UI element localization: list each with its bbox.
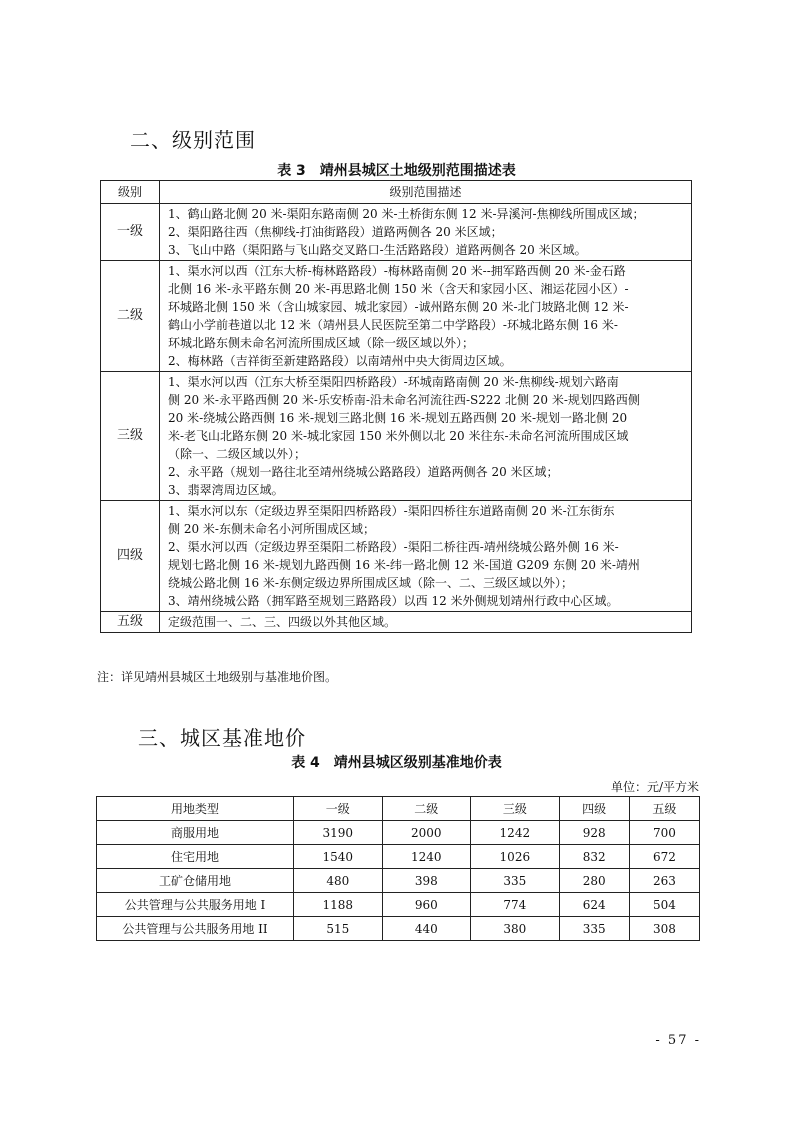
description-line: 绕城公路北侧 16 米-东侧定级边界所围成区域（除一、二、三级区域以外）； [168, 576, 573, 590]
page-number: - 57 - [655, 1033, 701, 1048]
column-header-land-use: 用地类型 [97, 797, 294, 821]
description-cell [160, 261, 692, 372]
price-cell: 832 [559, 845, 629, 869]
description-cell [160, 204, 692, 261]
level-cell: 四级 [101, 501, 160, 612]
price-cell: 2000 [382, 821, 471, 845]
description-line: 规划七路北侧 16 米-规划九路西侧 16 米-纬一路北侧 12 米-国道 G209 东侧 20 米-靖州 [168, 558, 640, 572]
price-cell: 515 [294, 917, 383, 941]
level-cell: 二级 [101, 261, 160, 372]
table-row [101, 204, 692, 261]
price-cell: 308 [629, 917, 699, 941]
price-cell: 1026 [471, 845, 560, 869]
table-row [97, 893, 700, 917]
table-row [101, 612, 692, 633]
description-line: 2、梅林路（吉祥街至新建路路段）以南靖州中央大街周边区域。 [168, 354, 512, 368]
price-cell: 480 [294, 869, 383, 893]
description-line: 2、永平路（规划一路往北至靖州绕城公路路段）道路两侧各 20 米区域； [168, 465, 559, 479]
table-row [101, 372, 692, 501]
price-cell: 335 [471, 869, 560, 893]
table-note: 注：详见靖州县城区土地级别与基准地价图。 [97, 670, 338, 684]
description-line: 1、鹤山路北侧 20 米-渠阳东路南侧 20 米-土桥街东侧 12 米-异溪河-焦柳线所围成区域； [168, 207, 645, 221]
price-cell: 1240 [382, 845, 471, 869]
description-line: 20 米-绕城公路西侧 16 米-规划三路北侧 16 米-规划五路西侧 20 米-规划一路北侧 20 [168, 411, 628, 425]
base-land-price-table [96, 796, 700, 941]
description-line: 定级范围一、二、三、四级以外其他区域。 [168, 615, 397, 629]
land-use-cell: 公共管理与公共服务用地 II [97, 917, 294, 941]
land-use-cell: 住宅用地 [97, 845, 294, 869]
land-level-range-table [100, 180, 692, 633]
description-line: 3、靖州绕城公路（拥军路至规划三路路段）以西 12 米外侧规划靖州行政中心区域。 [168, 594, 619, 608]
description-line: 米-老飞山北路东侧 20 米-城北家园 150 米外侧以北 20 米往东-未命名河流所围成区域 [168, 429, 629, 443]
description-line: 1、渠水河以东（定级边界至渠阳四桥路段）-渠阳四桥往东道路南侧 20 米-江东街东 [168, 504, 615, 518]
column-header-level-1: 一级 [294, 797, 383, 821]
description-line: 2、渠水河以西（定级边界至渠阳二桥路段）-渠阳二桥往西-靖州绕城公路外侧 16 米- [168, 540, 619, 554]
price-cell: 1242 [471, 821, 560, 845]
table-row [97, 917, 700, 941]
description-line: 3、翡翠湾周边区域。 [168, 483, 284, 497]
price-cell: 624 [559, 893, 629, 917]
table-row [97, 845, 700, 869]
description-line: 环城路北侧 150 米（含山城家园、城北家园）-诚州路东侧 20 米-北门坡路北侧 12 米- [168, 300, 629, 314]
table-row [101, 501, 692, 612]
price-cell: 1540 [294, 845, 383, 869]
column-header-level: 级别 [101, 181, 160, 204]
description-line: 1、渠水河以西（江东大桥-梅林路路段）-梅林路南侧 20 米--拥军路西侧 20 米-金石路 [168, 264, 626, 278]
column-header-level-3: 三级 [471, 797, 560, 821]
description-cell [160, 612, 692, 633]
description-line: 1、渠水河以西（江东大桥至渠阳四桥路段）-环城南路南侧 20 米-焦柳线-规划六路南 [168, 375, 619, 389]
table-header-row [97, 797, 700, 821]
table-row [97, 821, 700, 845]
table-row [97, 869, 700, 893]
price-cell: 280 [559, 869, 629, 893]
description-line: 北侧 16 米-永平路东侧 20 米-再思路北侧 150 米（含天和家园小区、湘运花园小区）- [168, 282, 629, 296]
price-cell: 380 [471, 917, 560, 941]
price-cell: 928 [559, 821, 629, 845]
table3-caption: 表 3 靖州县城区土地级别范围描述表 [277, 163, 516, 179]
table-row [101, 261, 692, 372]
level-cell: 三级 [101, 372, 160, 501]
land-use-cell: 公共管理与公共服务用地 I [97, 893, 294, 917]
column-header-level-5: 五级 [629, 797, 699, 821]
level-cell: 一级 [101, 204, 160, 261]
price-cell: 700 [629, 821, 699, 845]
price-cell: 960 [382, 893, 471, 917]
land-use-cell: 商服用地 [97, 821, 294, 845]
description-line: 侧 20 米-东侧未命名小河所围成区域； [168, 522, 375, 536]
section-heading-level-range: 二、级别范围 [130, 128, 256, 152]
table4-caption: 表 4 靖州县城区级别基准地价表 [291, 755, 502, 771]
description-line: 3、飞山中路（渠阳路与飞山路交叉路口-生活路路段）道路两侧各 20 米区域。 [168, 243, 587, 257]
description-line: （除一、二级区域以外）； [168, 447, 307, 461]
description-line: 侧 20 米-永平路西侧 20 米-乐安桥南-沿未命名河流往西-S222 北侧 20 米-规划四路西侧 [168, 393, 640, 407]
column-header-description: 级别范围描述 [160, 181, 692, 204]
table-header-row [101, 181, 692, 204]
price-cell: 440 [382, 917, 471, 941]
price-cell: 335 [559, 917, 629, 941]
price-cell: 672 [629, 845, 699, 869]
description-line: 鹤山小学前巷道以北 12 米（靖州县人民医院至第二中学路段）-环城北路东侧 16 米- [168, 318, 618, 332]
description-line: 2、渠阳路往西（焦柳线-打油街路段）道路两侧各 20 米区域； [168, 225, 503, 239]
description-cell [160, 372, 692, 501]
price-cell: 263 [629, 869, 699, 893]
column-header-level-2: 二级 [382, 797, 471, 821]
price-cell: 504 [629, 893, 699, 917]
price-cell: 3190 [294, 821, 383, 845]
column-header-level-4: 四级 [559, 797, 629, 821]
price-cell: 774 [471, 893, 560, 917]
description-cell [160, 501, 692, 612]
price-cell: 1188 [294, 893, 383, 917]
price-cell: 398 [382, 869, 471, 893]
land-use-cell: 工矿仓储用地 [97, 869, 294, 893]
level-cell: 五级 [101, 612, 160, 633]
description-line: 环城北路东侧未命名河流所围成区域（除一级区域以外）； [168, 336, 475, 350]
section-heading-base-price: 三、城区基准地价 [138, 726, 306, 750]
unit-label: 单位：元/平方米 [610, 780, 699, 794]
